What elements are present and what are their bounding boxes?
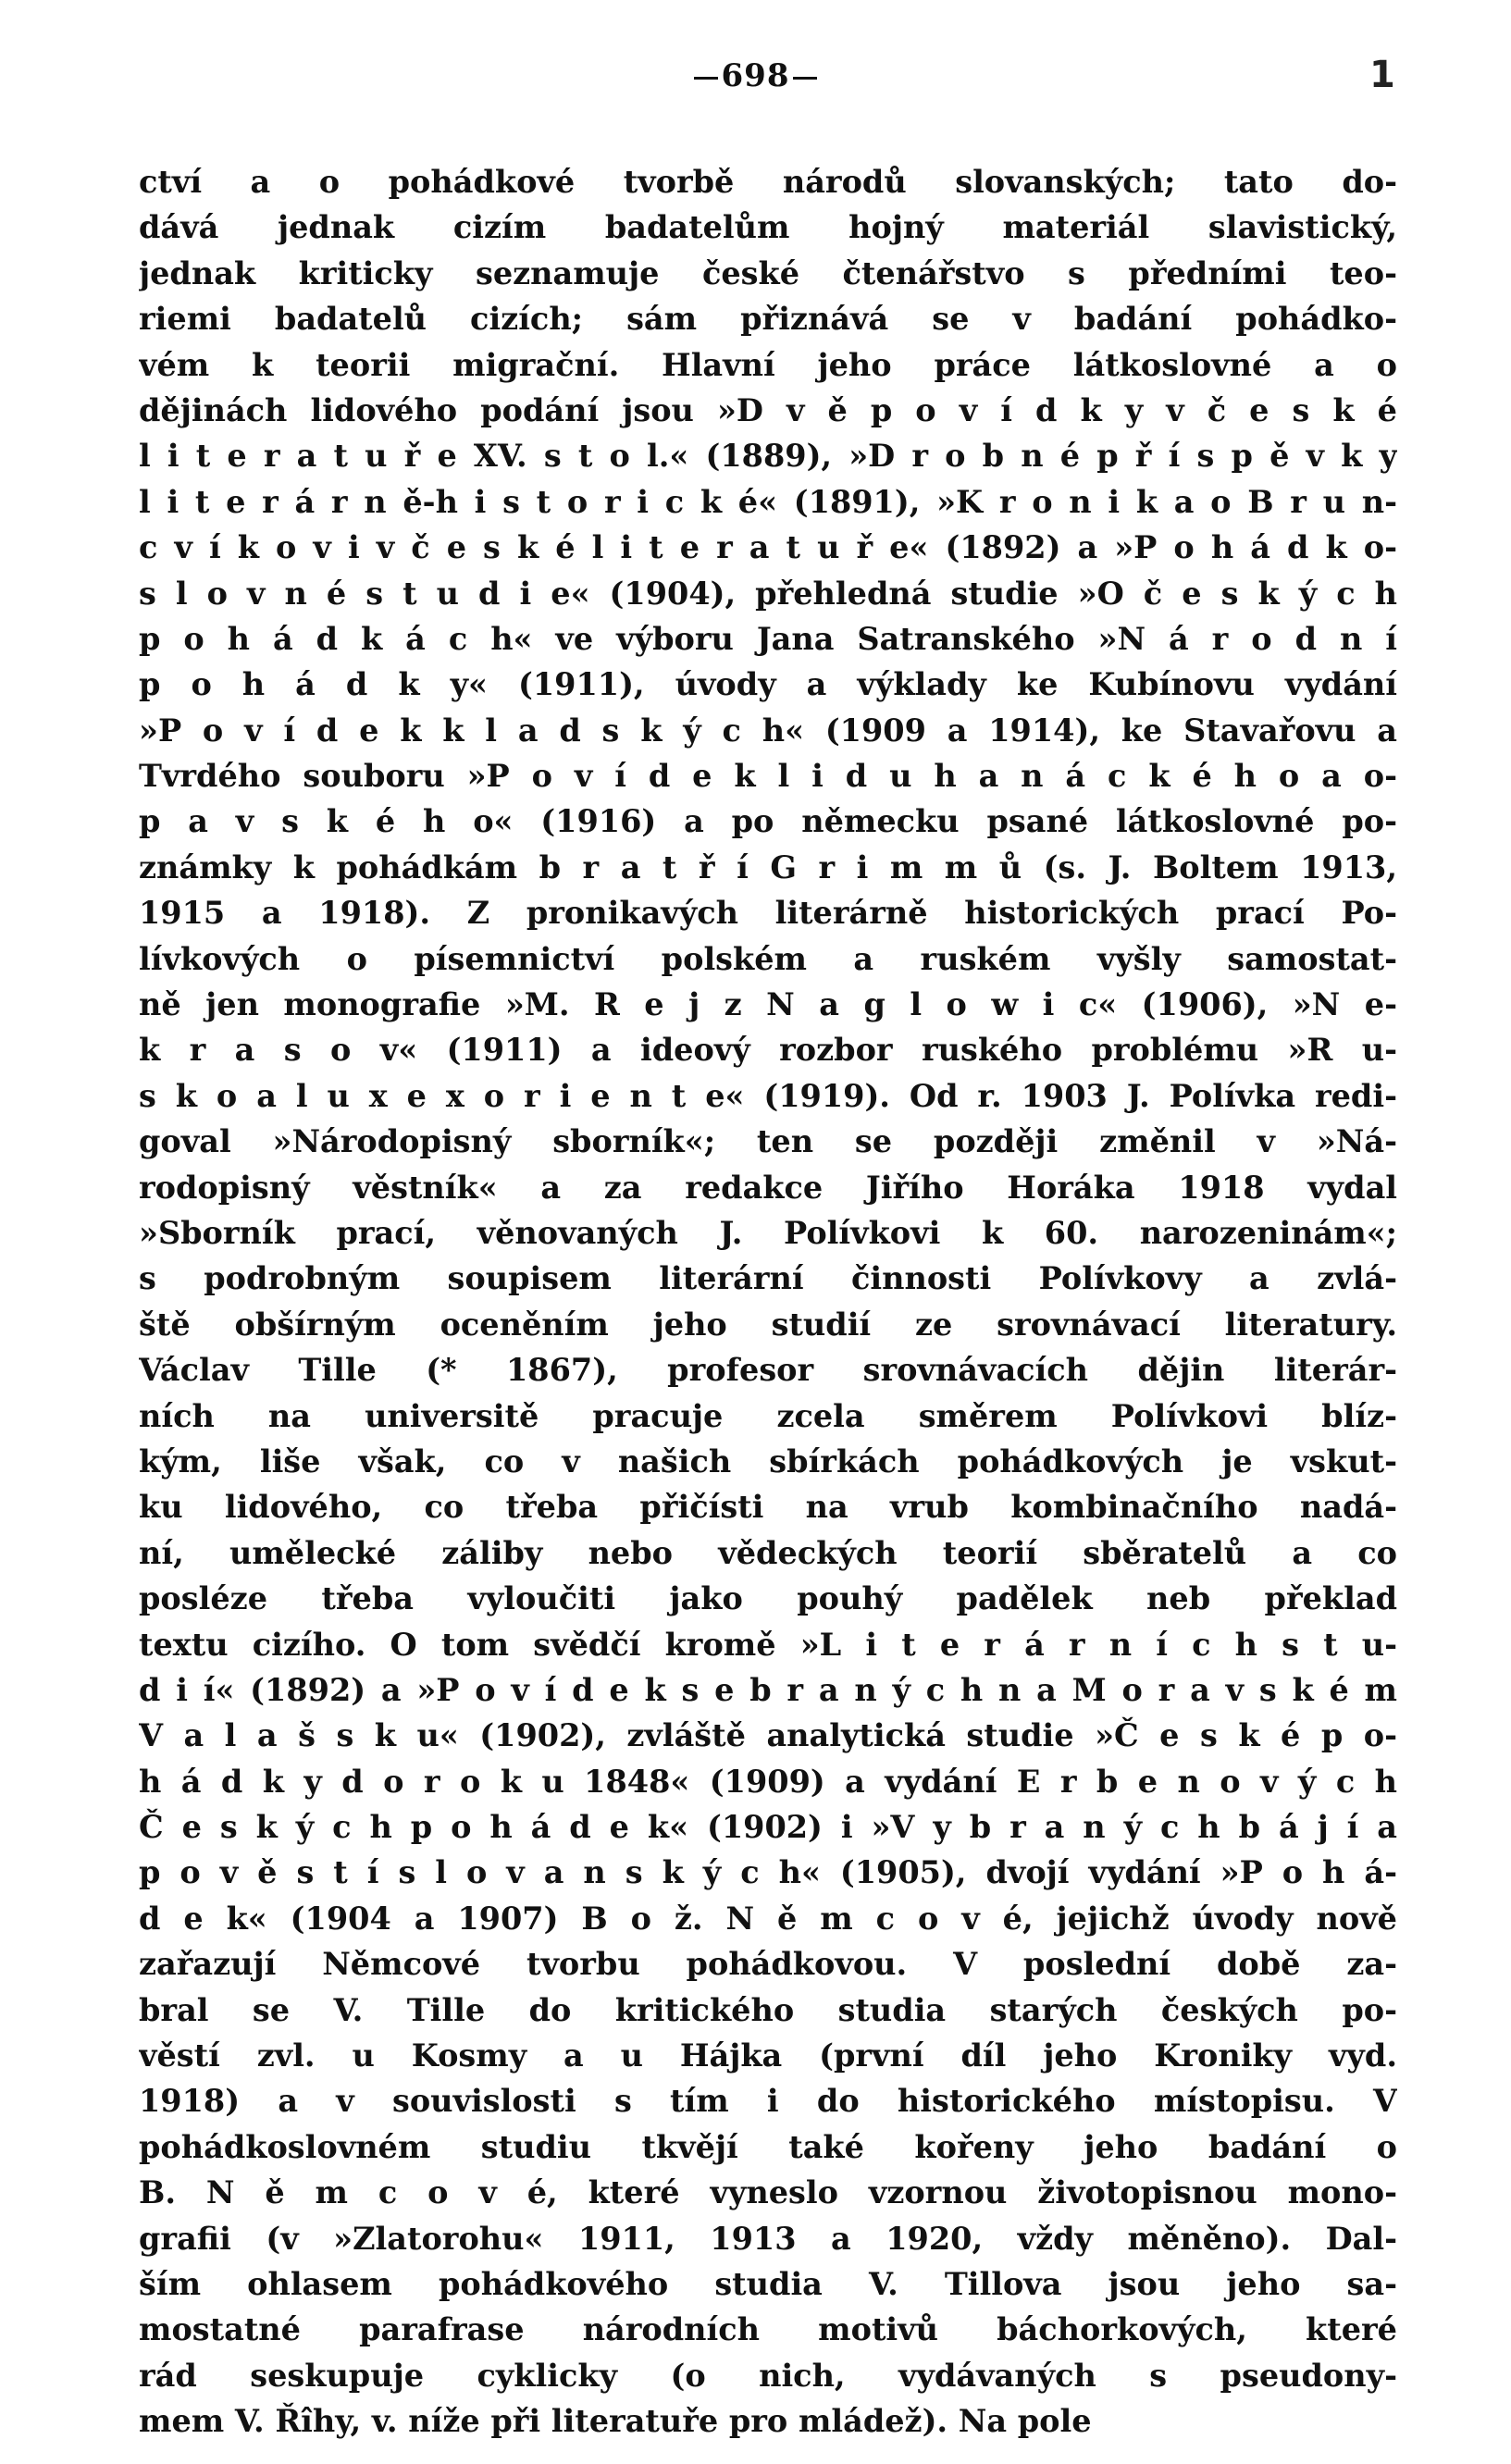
page-number: 698 <box>0 57 1511 94</box>
text-line: dějinách lidového podání jsou »D v ě p o v í d k y v č e s k é <box>139 391 1397 428</box>
text-line: mostatné parafrase národních motivů báchorkových, které <box>139 2311 1397 2348</box>
text-line: d i í« (1892) a »P o v í d e k s e b r a n ý c h n a M o r a v s k é m <box>139 1671 1397 1708</box>
text-line: s k o a l u x e x o r i e n t e« (1919). Od r. 1903 J. Polívka redi- <box>139 1077 1397 1114</box>
text-line: dává jednak cizím badatelům hojný materiál slavistický, <box>139 209 1397 246</box>
text-line: Tvrdého souboru »P o v í d e k l i d u h a n á c k é h o a o- <box>139 758 1397 795</box>
text-line: l i t e r a t u ř e XV. s t o l.« (1889), »D r o b n é p ř í s p ě v k y <box>139 438 1397 475</box>
text-line: l i t e r á r n ě-h i s t o r i c k é« (1891), »K r o n i k a o B r u n- <box>139 483 1397 520</box>
text-line: lívkových o písemnictví polském a ruském vyšly samostat- <box>139 940 1397 977</box>
text-line: goval »Národopisný sborník«; ten se později změnil v »Ná- <box>139 1123 1397 1160</box>
text-line: mem V. Řîhy, v. níže při literatuře pro mládež). Na pole <box>139 2403 1092 2440</box>
text-line: jednak kriticky seznamuje české čtenářstvo s předními teo- <box>139 254 1397 291</box>
text-line: textu cizího. O tom svědčí kromě »L i t e r á r n í c h s t u- <box>139 1626 1397 1663</box>
text-line: »P o v í d e k k l a d s k ý c h« (1909 a 1914), ke Stavařovu a <box>139 712 1397 749</box>
text-line: vém k teorii migrační. Hlavní jeho práce látkoslovné a o <box>139 346 1397 383</box>
text-line: h á d k y d o r o k u 1848« (1909) a vydání E r b e n o v ý c h <box>139 1763 1397 1800</box>
text-line: ším ohlasem pohádkového studia V. Tillova jsou jeho sa- <box>139 2265 1397 2302</box>
text-line: posléze třeba vyloučiti jako pouhý padělek neb překlad <box>139 1580 1397 1617</box>
text-line: známky k pohádkám b r a t ř í G r i m m ů (s. J. Boltem 1913, <box>139 848 1397 885</box>
text-line: 1915 a 1918). Z pronikavých literárně historických prací Po- <box>139 895 1397 932</box>
text-line: ní, umělecké záliby nebo vědeckých teorií sběratelů a co <box>139 1534 1397 1571</box>
text-line: pohádkoslovném studiu tkvějí také kořeny jeho badání o <box>139 2128 1397 2165</box>
text-line: rád seskupuje cyklicky (o nich, vydávaných s pseudony- <box>139 2357 1397 2394</box>
text-line: k r a s o v« (1911) a ideový rozbor ruského problému »R u- <box>139 1032 1397 1069</box>
text-line: c v í k o v i v č e s k é l i t e r a t u ř e« (1892) a »P o h á d k o- <box>139 529 1397 566</box>
text-line: p a v s k é h o« (1916) a po německu psané látkoslovné po- <box>139 803 1397 840</box>
corner-mark: 1 <box>1369 54 1395 96</box>
text-line: p o h á d k y« (1911), úvody a výklady ke Kubínovu vydání <box>139 666 1397 703</box>
text-line: »Sborník prací, věnovaných J. Polívkovi k 60. narozeninám«; <box>139 1214 1397 1251</box>
text-line: ku lidového, co třeba přičísti na vrub kombinačního nadá- <box>139 1489 1397 1526</box>
text-line: p o v ě s t í s l o v a n s k ý c h« (1905), dvojí vydání »P o h á- <box>139 1854 1397 1891</box>
body-text <box>139 159 1397 2445</box>
text-line: ně jen monografie »M. R e j z N a g l o w i c« (1906), »N e- <box>139 986 1397 1023</box>
text-line: ště obšírným oceněním jeho studií ze srovnávací literatury. <box>139 1306 1397 1343</box>
text-line: věstí zvl. u Kosmy a u Hájka (první díl jeho Kroniky vyd. <box>139 2037 1397 2074</box>
text-line: zařazují Němcové tvorbu pohádkovou. V poslední době za- <box>139 1946 1397 1983</box>
text-line: B. N ě m c o v é, které vyneslo vzornou životopisnou mono- <box>139 2174 1397 2211</box>
text-line: bral se V. Tille do kritického studia starých českých po- <box>139 1991 1397 2028</box>
text-line: grafii (v »Zlatorohu« 1911, 1913 a 1920, vždy měněno). Dal- <box>139 2220 1397 2257</box>
text-line: Č e s k ý c h p o h á d e k« (1902) i »V y b r a n ý c h b á j í a <box>139 1809 1397 1846</box>
text-line: V a l a š s k u« (1902), zvláště analytická studie »Č e s k é p o- <box>139 1717 1397 1754</box>
text-line: d e k« (1904 a 1907) B o ž. N ě m c o v é, jejichž úvody nově <box>139 1900 1397 1937</box>
text-line: Václav Tille (* 1867), profesor srovnávacích dějin literár- <box>139 1352 1397 1389</box>
text-line: ních na universitě pracuje zcela směrem Polívkovi blíz- <box>139 1397 1397 1434</box>
text-line: riemi badatelů cizích; sám přiznává se v badání pohádko- <box>139 301 1397 338</box>
text-line: ctví a o pohádkové tvorbě národů slovanských; tato do- <box>139 164 1397 200</box>
text-line: p o h á d k á c h« ve výboru Jana Satranského »N á r o d n í <box>139 620 1397 657</box>
text-line: rodopisný věstník« a za redakce Jiřího Horáka 1918 vydal <box>139 1169 1397 1206</box>
text-line: 1918) a v souvislosti s tím i do historického místopisu. V <box>139 2083 1397 2120</box>
text-line: kým, liše však, co v našich sbírkách pohádkových je vskut- <box>139 1442 1397 1480</box>
text-line: s podrobným soupisem literární činnosti Polívkovy a zvlá- <box>139 1260 1397 1297</box>
text-line: s l o v n é s t u d i e« (1904), přehledná studie »O č e s k ý c h <box>139 575 1397 612</box>
